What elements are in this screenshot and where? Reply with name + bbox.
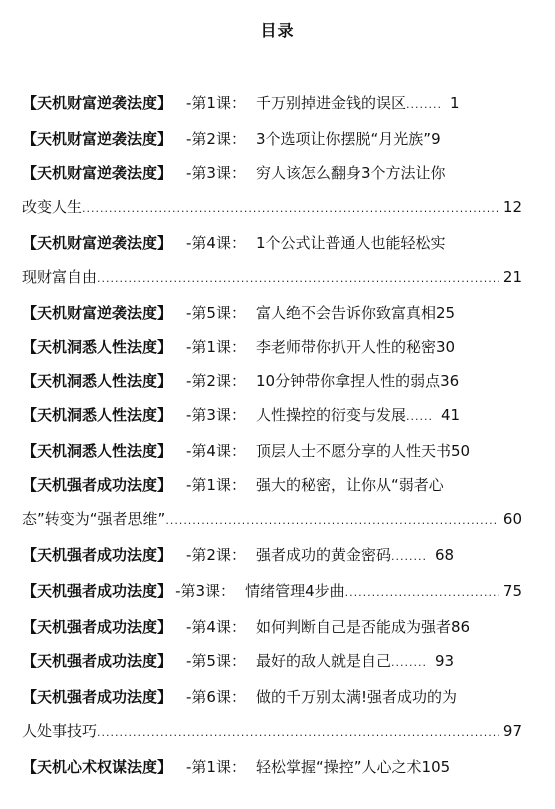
lesson-title: 千万别掉进金钱的误区 — [255, 94, 406, 112]
dot-leader — [82, 192, 499, 226]
lesson-number: -第3课： — [186, 406, 246, 424]
page-number: 21 — [502, 268, 522, 286]
toc-entry[interactable] — [22, 750, 522, 784]
lesson-number: -第5课： — [186, 304, 246, 322]
lesson-title: 3个选项让你摆脱“月光族” — [255, 130, 432, 148]
page-number: 25 — [436, 304, 456, 322]
lesson-number: -第3课： — [186, 164, 246, 182]
lesson-number: -第4课： — [186, 234, 246, 252]
lesson-number: -第6课： — [186, 688, 246, 706]
lesson-number: -第5课： — [186, 652, 246, 670]
lesson-number: -第3课： — [175, 582, 236, 600]
lesson-number: -第1课： — [186, 758, 246, 776]
lesson-title: 做的千万别太满!强者成功的为 — [255, 688, 457, 706]
dot-leader — [391, 646, 431, 680]
page-number: 50 — [451, 442, 471, 460]
lesson-title: 如何判断自己是否能成为强者 — [255, 618, 451, 636]
series-name: 【天机强者成功法度】 — [22, 618, 173, 636]
toc-entry[interactable] — [22, 538, 522, 574]
toc-entry[interactable] — [22, 330, 522, 364]
page-number: 9 — [431, 130, 441, 148]
lesson-title-continued: 现财富自由 — [22, 268, 98, 286]
page-title: 目录 — [260, 21, 295, 40]
page-number: 68 — [434, 546, 455, 564]
toc-entry[interactable] — [22, 226, 522, 296]
toc-entry[interactable] — [22, 156, 522, 226]
lesson-title: 穷人该怎么翻身3个方法让你 — [255, 164, 446, 182]
table-of-contents — [22, 86, 522, 784]
lesson-title: 富人绝不会告诉你致富真相 — [255, 304, 436, 322]
lesson-title: 强大的秘密，让你从“弱者心 — [255, 476, 444, 494]
series-name: 【天机心术权谋法度】 — [22, 758, 173, 776]
series-name: 【天机财富逆袭法度】 — [22, 304, 173, 322]
lesson-title: 情绪管理4步曲 — [245, 582, 345, 600]
lesson-title-continued: 改变人生 — [22, 198, 83, 216]
page-number: 97 — [502, 722, 522, 740]
series-name: 【天机财富逆袭法度】 — [22, 130, 173, 148]
series-name: 【天机强者成功法度】 — [22, 688, 173, 706]
toc-entry[interactable] — [22, 434, 522, 468]
lesson-number: -第4课： — [186, 618, 246, 636]
toc-entry[interactable] — [22, 364, 522, 398]
toc-entry[interactable] — [22, 610, 522, 644]
page-number: 93 — [434, 652, 455, 670]
lesson-title-continued: 态”转变为“强者思维” — [22, 510, 166, 528]
page-number: 1 — [449, 94, 460, 112]
toc-entry[interactable] — [22, 644, 522, 680]
dot-leader — [345, 576, 499, 610]
page-number: 75 — [502, 582, 522, 600]
series-name: 【天机洞悉人性法度】 — [22, 338, 173, 356]
lesson-title: 10分钟带你拿捏人性的弱点 — [255, 372, 441, 390]
lesson-number: -第2课： — [186, 546, 246, 564]
toc-entry[interactable] — [22, 574, 522, 610]
dot-leader — [391, 540, 431, 574]
series-name: 【天机洞悉人性法度】 — [22, 406, 173, 424]
page-number: 105 — [421, 758, 451, 776]
series-name: 【天机财富逆袭法度】 — [22, 94, 173, 112]
page-number: 12 — [502, 198, 522, 216]
lesson-number: -第1课： — [186, 338, 246, 356]
page-number: 60 — [502, 510, 522, 528]
lesson-number: -第1课： — [186, 476, 246, 494]
lesson-number: -第2课： — [186, 130, 246, 148]
toc-entry[interactable] — [22, 86, 522, 122]
lesson-number: -第4课： — [186, 442, 246, 460]
toc-entry[interactable] — [22, 680, 522, 750]
lesson-title: 最好的敌人就是自己 — [255, 652, 391, 670]
series-name: 【天机财富逆袭法度】 — [22, 234, 173, 252]
dot-leader — [165, 504, 499, 538]
lesson-title: 人性操控的衍变与发展 — [255, 406, 406, 424]
page-number: 30 — [436, 338, 456, 356]
series-name: 【天机强者成功法度】 — [22, 582, 173, 600]
series-name: 【天机强者成功法度】 — [22, 546, 173, 564]
lesson-title: 1个公式让普通人也能轻松实 — [255, 234, 446, 252]
lesson-number: -第1课： — [186, 94, 246, 112]
toc-entry[interactable] — [22, 296, 522, 330]
lesson-title-continued: 人处事技巧 — [22, 722, 98, 740]
toc-entry[interactable] — [22, 468, 522, 538]
series-name: 【天机财富逆袭法度】 — [22, 164, 173, 182]
page-number: 86 — [451, 618, 471, 636]
page-number: 41 — [440, 406, 461, 424]
toc-entry[interactable] — [22, 122, 522, 156]
series-name: 【天机强者成功法度】 — [22, 652, 173, 670]
lesson-title: 轻松掌握“操控”人心之术 — [255, 758, 422, 776]
page-number: 36 — [440, 372, 460, 390]
lesson-number: -第2课： — [186, 372, 246, 390]
lesson-title: 李老师带你扒开人性的秘密 — [255, 338, 436, 356]
series-name: 【天机强者成功法度】 — [22, 476, 173, 494]
series-name: 【天机洞悉人性法度】 — [22, 372, 173, 390]
dot-leader — [97, 262, 499, 296]
dot-leader — [406, 88, 446, 122]
series-name: 【天机洞悉人性法度】 — [22, 442, 173, 460]
toc-entry[interactable] — [22, 398, 522, 434]
lesson-title: 顶层人士不愿分享的人性天书 — [255, 442, 451, 460]
dot-leader — [97, 716, 499, 750]
dot-leader — [406, 400, 437, 434]
lesson-title: 强者成功的黄金密码 — [255, 546, 391, 564]
